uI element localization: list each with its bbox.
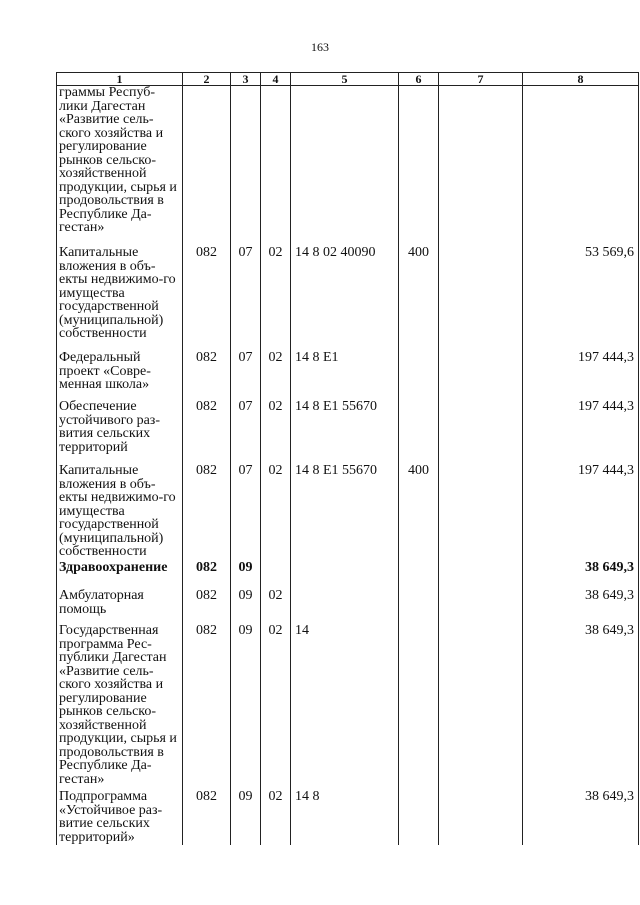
header-col-5: 5 [291,73,399,86]
cell-target-article: 14 [291,624,399,787]
table-row [57,397,639,460]
cell-subsection: 02 [261,787,291,845]
table-row [57,348,639,397]
cell-name: Здравоохранение [57,561,183,586]
cell-expense-type [399,787,439,845]
cell-expense-type: 400 [399,242,439,348]
cell-ministry: 082 [183,460,231,561]
cell-target-article: 14 8 02 40090 [291,242,399,348]
cell-expense-type [399,561,439,586]
cell-subsection: 02 [261,624,291,787]
cell-amount: 53 569,6 [523,242,639,348]
header-col-6: 6 [399,73,439,86]
cell-name: Подпрограмма «Устойчивое раз-витие сельских территорий» [57,787,183,845]
cell-expense-type [399,586,439,624]
cell-col-7 [439,397,523,460]
table-header [57,73,639,86]
cell-name: Капитальные вложения в объ-екты недвижимо-го имущества государственной (муниципальной) собственности [57,460,183,561]
cell-amount [523,86,639,243]
cell-subsection: 02 [261,586,291,624]
cell-section: 07 [231,397,261,460]
cell-col-7 [439,561,523,586]
cell-section [231,86,261,243]
header-col-8: 8 [523,73,639,86]
page-number: 163 [311,40,329,54]
cell-col-7 [439,86,523,243]
budget-table [56,72,639,845]
cell-target-article [291,586,399,624]
table-row [57,624,639,787]
cell-section: 09 [231,787,261,845]
table-row [57,86,639,243]
cell-col-7 [439,460,523,561]
cell-subsection: 02 [261,460,291,561]
cell-name: Амбулаторная помощь [57,586,183,624]
cell-name: Государственная программа Рес-публики Дагестан «Развитие сель-ского хозяйства и регулирование рынков сельско-хозяйственной продукции, сырья и продовольствия в Республике Да-гестан» [57,624,183,787]
cell-amount: 197 444,3 [523,348,639,397]
cell-ministry: 082 [183,397,231,460]
cell-ministry: 082 [183,242,231,348]
header-col-2: 2 [183,73,231,86]
cell-subsection [261,86,291,243]
cell-amount: 38 649,3 [523,787,639,845]
cell-subsection: 02 [261,242,291,348]
table-row [57,460,639,561]
cell-target-article: 14 8 E1 55670 [291,460,399,561]
cell-name: Капитальные вложения в объ-екты недвижимо-го имущества государственной (муниципальной) собственности [57,242,183,348]
header-col-3: 3 [231,73,261,86]
cell-ministry: 082 [183,787,231,845]
cell-col-7 [439,624,523,787]
cell-ministry: 082 [183,348,231,397]
header-col-7: 7 [439,73,523,86]
table-row [57,586,639,624]
cell-section: 07 [231,460,261,561]
cell-subsection: 02 [261,397,291,460]
table-row-section [57,561,639,586]
cell-section: 09 [231,586,261,624]
cell-target-article: 14 8 E1 55670 [291,397,399,460]
cell-section: 07 [231,242,261,348]
cell-expense-type: 400 [399,460,439,561]
cell-col-7 [439,787,523,845]
cell-subsection: 02 [261,348,291,397]
cell-col-7 [439,348,523,397]
cell-section: 09 [231,624,261,787]
cell-name: граммы Респуб-лики Дагестан «Развитие сель-ского хозяйства и регулирование рынков сельско-хозяйственной продукции, сырья и продовольствия в Республике Да-гестан» [57,86,183,243]
header-row [57,73,639,86]
cell-expense-type [399,86,439,243]
cell-expense-type [399,397,439,460]
cell-ministry [183,86,231,243]
cell-amount: 38 649,3 [523,561,639,586]
cell-col-7 [439,242,523,348]
cell-ministry: 082 [183,624,231,787]
cell-col-7 [439,586,523,624]
cell-section: 09 [231,561,261,586]
cell-amount: 197 444,3 [523,397,639,460]
cell-amount: 197 444,3 [523,460,639,561]
cell-amount: 38 649,3 [523,624,639,787]
cell-ministry: 082 [183,561,231,586]
table-row [57,787,639,845]
cell-expense-type [399,624,439,787]
table-body [57,86,639,846]
cell-target-article [291,86,399,243]
header-col-1: 1 [57,73,183,86]
header-col-4: 4 [261,73,291,86]
cell-section: 07 [231,348,261,397]
cell-amount: 38 649,3 [523,586,639,624]
table-row [57,242,639,348]
cell-subsection [261,561,291,586]
cell-target-article: 14 8 [291,787,399,845]
cell-ministry: 082 [183,586,231,624]
cell-expense-type [399,348,439,397]
cell-name: Федеральный проект «Совре-менная школа» [57,348,183,397]
cell-target-article: 14 8 E1 [291,348,399,397]
cell-name: Обеспечение устойчивого раз-вития сельских территорий [57,397,183,460]
cell-target-article [291,561,399,586]
